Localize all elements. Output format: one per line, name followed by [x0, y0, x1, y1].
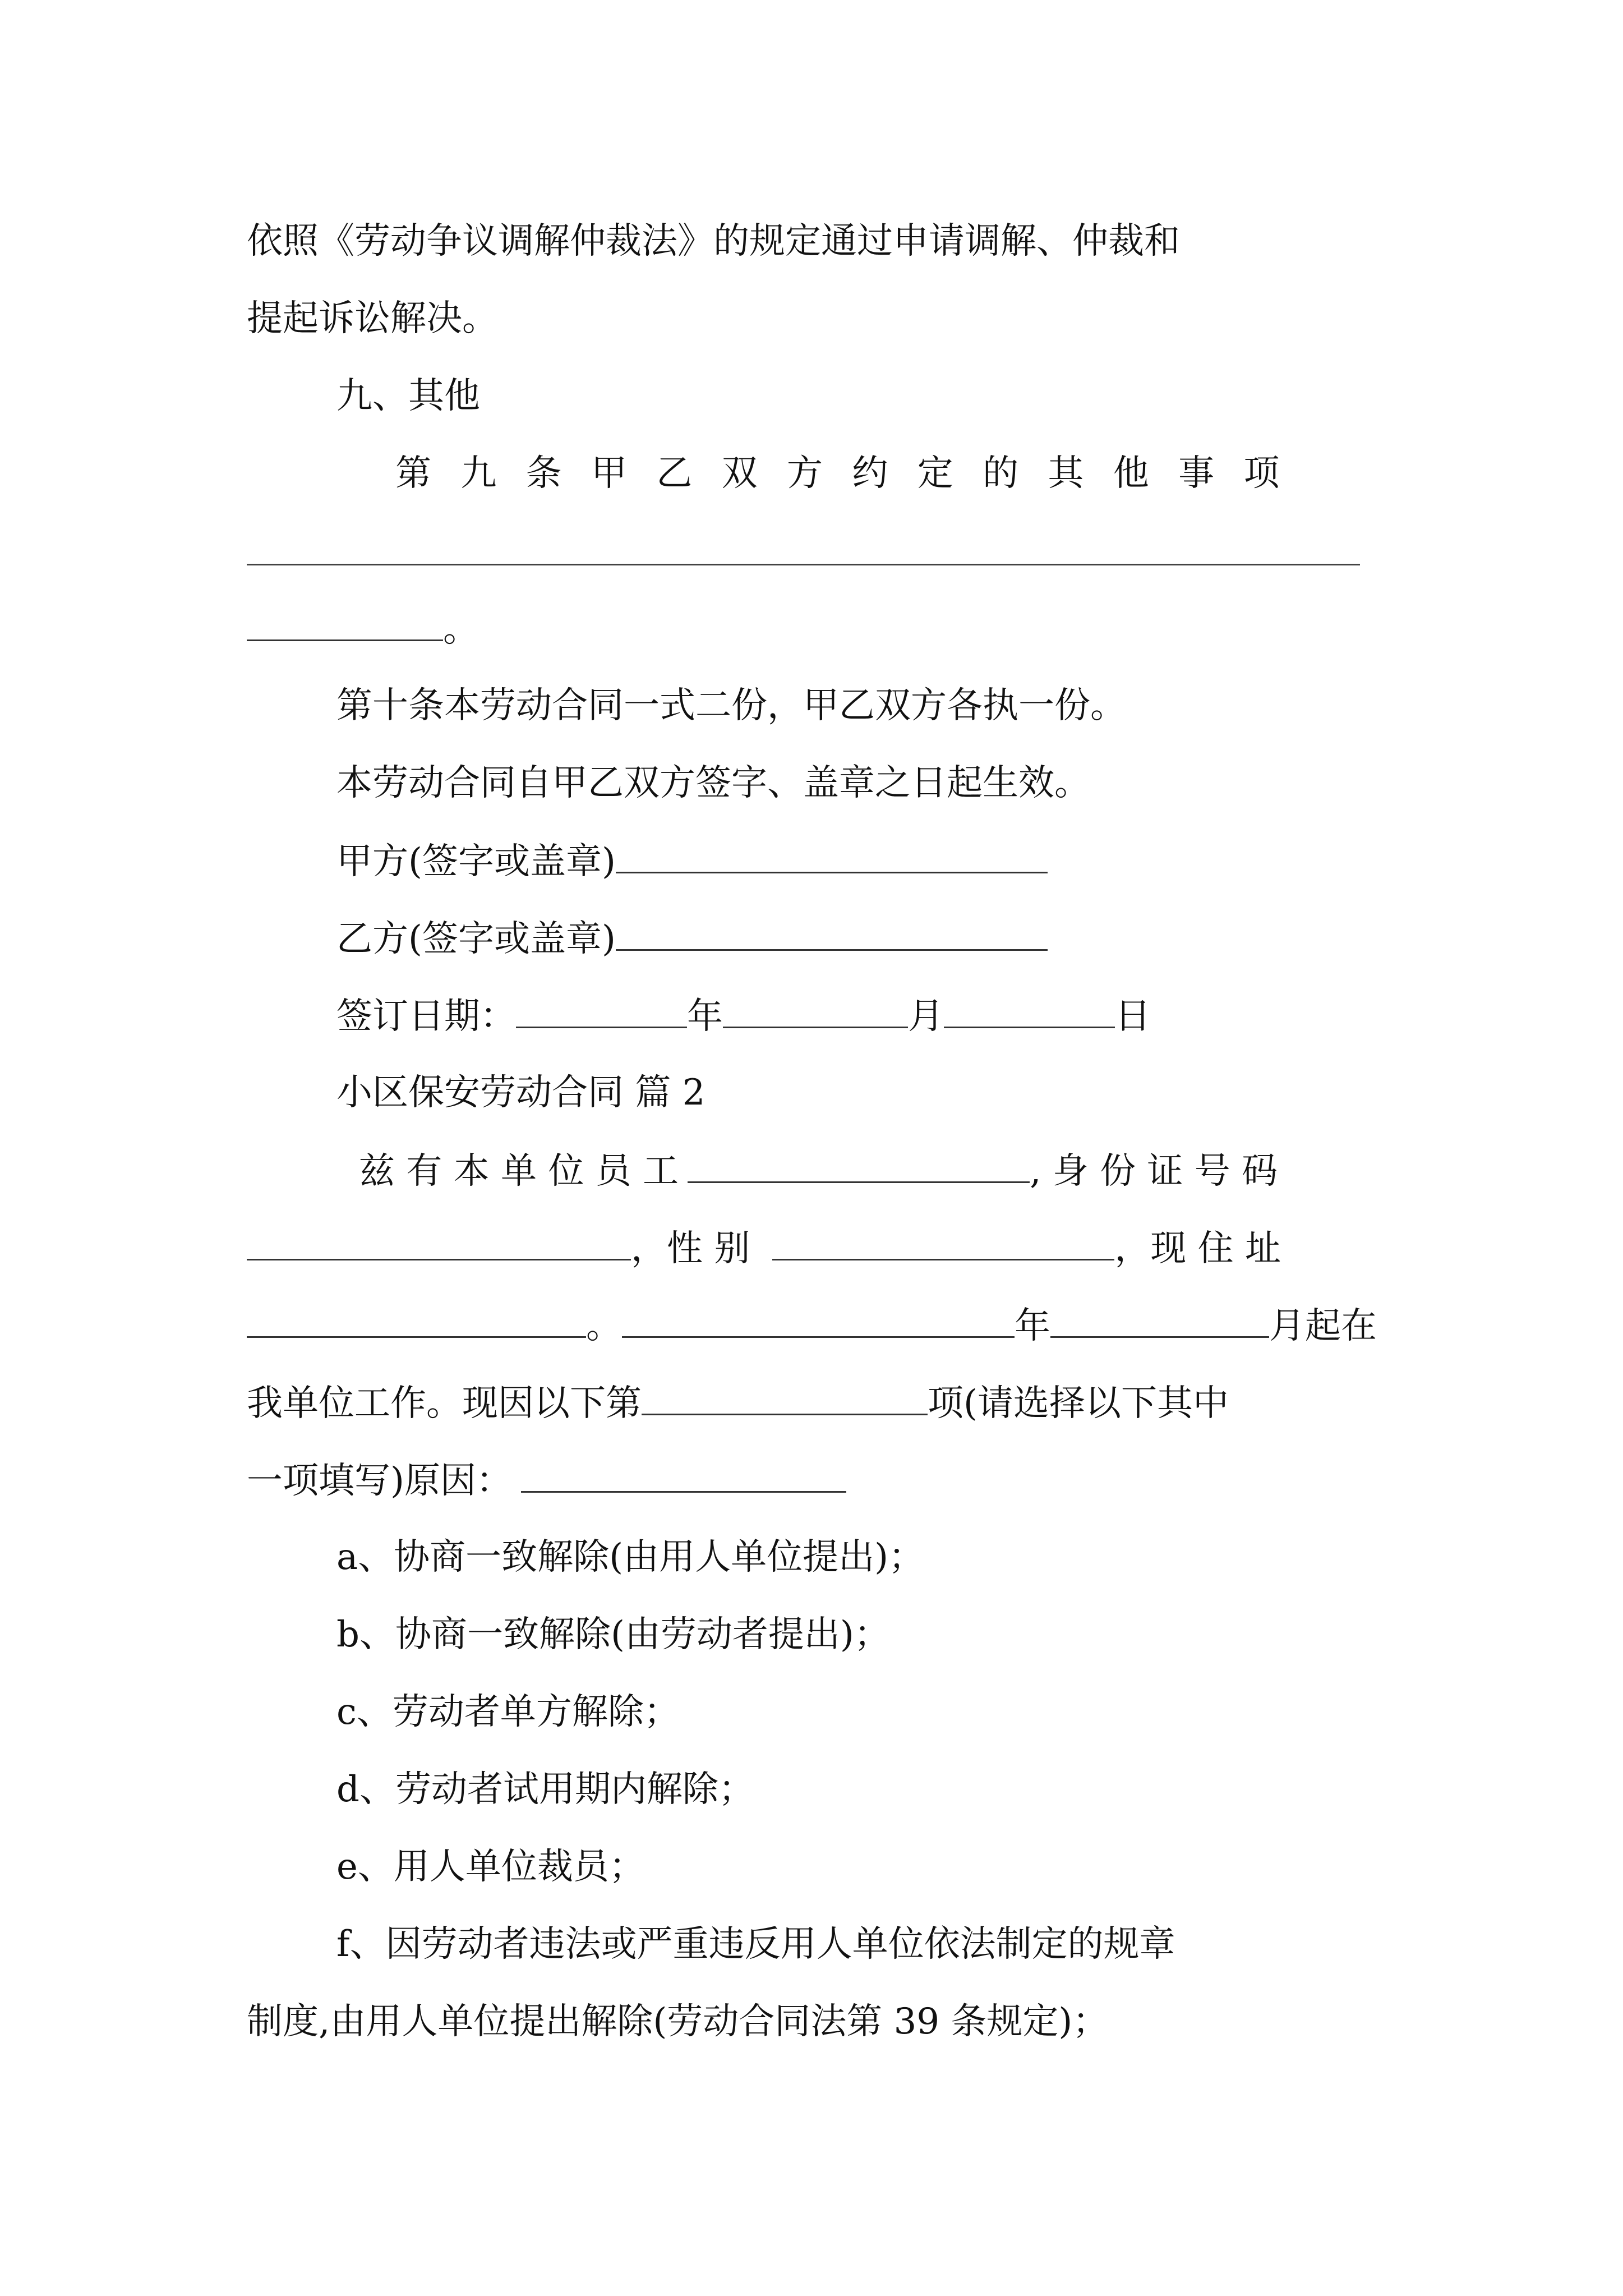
fill-in-line: [247, 564, 1360, 565]
text: 我单位工作。现因以下第: [247, 1383, 642, 1424]
list-item: b、协商一致解除(由劳动者提出)；: [336, 1614, 890, 1655]
sign-date-row: [336, 996, 1151, 1037]
section-heading: 九、其他: [336, 375, 480, 417]
text: 月起在: [1269, 1305, 1377, 1347]
paragraph-line: [247, 1305, 1377, 1347]
text: ，性 别: [631, 1228, 750, 1269]
text: , 身 份 证 号 码: [1030, 1151, 1278, 1192]
year-blank: [516, 997, 687, 1028]
id-number-blank: [247, 1230, 631, 1260]
list-item: a、协商一致解除(由用人单位提出)；: [336, 1536, 925, 1578]
item-number-blank: [642, 1384, 928, 1415]
party-b-label: 乙方(签字或盖章): [336, 918, 616, 960]
effective-clause: 本劳动合同自甲乙双方签字、盖章之日起生效。: [336, 762, 1090, 804]
month-blank: [723, 997, 908, 1028]
employee-name-blank: [688, 1152, 1030, 1183]
signature-blank: [616, 843, 1048, 873]
text: ，现 住 址: [1114, 1228, 1281, 1269]
party-a-signature: [336, 843, 1048, 880]
signature-blank: [616, 920, 1048, 951]
party-a-label: 甲方(签字或盖章): [336, 841, 616, 882]
paragraph-line: 依照《劳动争议调解仲裁法》的规定通过申请调解、仲裁和: [247, 220, 1180, 262]
reason-blank: [521, 1462, 846, 1493]
start-month-blank: [1050, 1307, 1269, 1338]
gender-blank: [772, 1230, 1114, 1260]
fill-in-row: [247, 609, 479, 650]
sign-date-label: 签订日期：: [336, 996, 516, 1037]
month-label: 月: [908, 996, 944, 1037]
blank: [247, 610, 443, 641]
paragraph-line: [247, 1383, 1229, 1424]
day-blank: [944, 997, 1115, 1028]
paragraph-line: [359, 1151, 1278, 1192]
list-item: d、劳动者试用期内解除；: [336, 1769, 754, 1810]
section-title: 小区保安劳动合同 篇 2: [336, 1072, 706, 1114]
text: 项(请选择以下其中: [928, 1383, 1229, 1424]
text: 一项填写)原因：: [247, 1460, 512, 1502]
paragraph-line: [247, 1230, 1281, 1267]
text: 兹 有 本 单 位 员 工: [359, 1151, 679, 1192]
period: 。: [443, 609, 479, 650]
paragraph-line: 提起诉讼解决。: [247, 298, 498, 339]
list-item: e、用人单位裁员；: [336, 1846, 645, 1888]
day-label: 日: [1115, 996, 1151, 1037]
list-item: f、因劳动者违法或严重违反用人单位依法制定的规章: [336, 1924, 1175, 1965]
text: 。: [586, 1305, 622, 1347]
address-blank: [247, 1307, 586, 1338]
list-item: c、劳动者单方解除；: [336, 1691, 680, 1733]
party-b-signature: [336, 918, 1048, 960]
list-item-continuation: 制度,由用人单位提出解除(劳动合同法第 39 条规定)；: [247, 2001, 1109, 2042]
text: 年: [1015, 1305, 1050, 1347]
start-year-blank: [622, 1307, 1015, 1338]
paragraph-line: [247, 1460, 846, 1502]
article-9-line: 第 九 条 甲 乙 双 方 约 定 的 其 他 事 项: [395, 453, 1280, 494]
year-label: 年: [687, 996, 723, 1037]
article-10: 第十条本劳动合同一式二份，甲乙双方各执一份。: [336, 685, 1126, 726]
